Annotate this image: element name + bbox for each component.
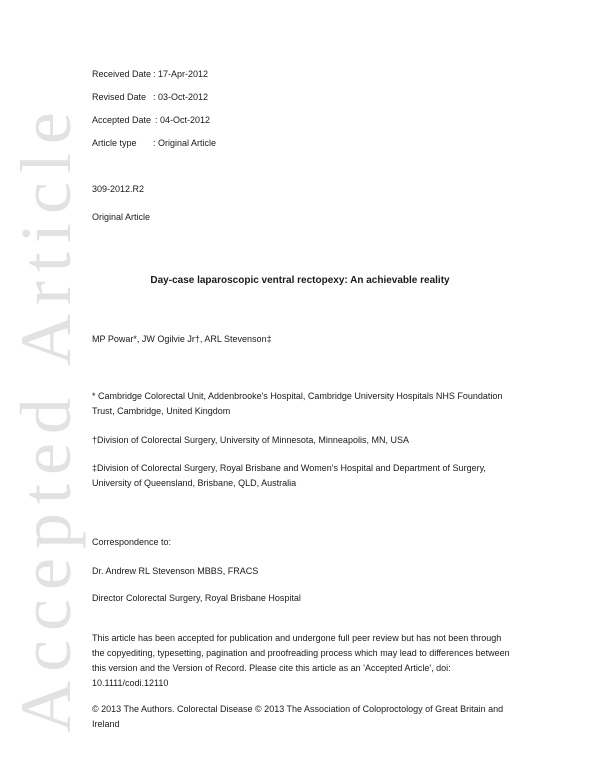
received-date-label: Received Date: [92, 69, 152, 79]
revised-date-value: : 03-Oct-2012: [153, 92, 209, 102]
article-section: Original Article: [92, 212, 151, 222]
revised-date-label: Revised Date: [92, 92, 147, 102]
affiliation-brisbane: ‡Division of Colorectal Surgery, Royal Brisbane and Women's Hospital and Department of Surgery, University of Queensland, Brisbane, QLD, Australia: [92, 463, 486, 488]
copyright-notice: © 2013 The Authors. Colorectal Disease © 2013 The Association of Coloproctology of Great Britain and Ireland: [92, 704, 504, 729]
accepted-date-label: Accepted Date: [92, 115, 152, 125]
accepted-date-value: : 04-Oct-2012: [155, 115, 211, 125]
correspondent-name: Dr. Andrew RL Stevenson MBBS, FRACS: [92, 566, 259, 576]
manuscript-id: 309-2012.R2: [92, 184, 145, 194]
author-list: MP Powar*, JW Ogilvie Jr†, ARL Stevenson‡: [92, 334, 272, 344]
accepted-article-notice: This article has been accepted for publication and undergone full peer review but has not been through the copyediting, typesetting, pagination and proofreading process which may lead to differences between this version and the Version of Record. Please cite this article as an 'Accepted Article', doi: 10.1111/codi.12110: [92, 633, 510, 688]
affiliation-cambridge: * Cambridge Colorectal Unit, Addenbrooke's Hospital, Cambridge University Hospitals NHS Foundation Trust, Cambridge, United Kingdom: [92, 391, 503, 416]
article-type-label: Article type: [92, 138, 137, 148]
article-type-value: : Original Article: [153, 138, 217, 148]
received-date-value: : 17-Apr-2012: [153, 69, 209, 79]
accepted-article-watermark: Accepted Article: [6, 103, 86, 733]
correspondence-heading: Correspondence to:: [92, 537, 172, 547]
correspondent-position: Director Colorectal Surgery, Royal Brisbane Hospital: [92, 593, 301, 603]
affiliation-minnesota: †Division of Colorectal Surgery, University of Minnesota, Minneapolis, MN, USA: [92, 435, 409, 445]
article-title: Day-case laparoscopic ventral rectopexy: An achievable reality: [150, 275, 450, 286]
